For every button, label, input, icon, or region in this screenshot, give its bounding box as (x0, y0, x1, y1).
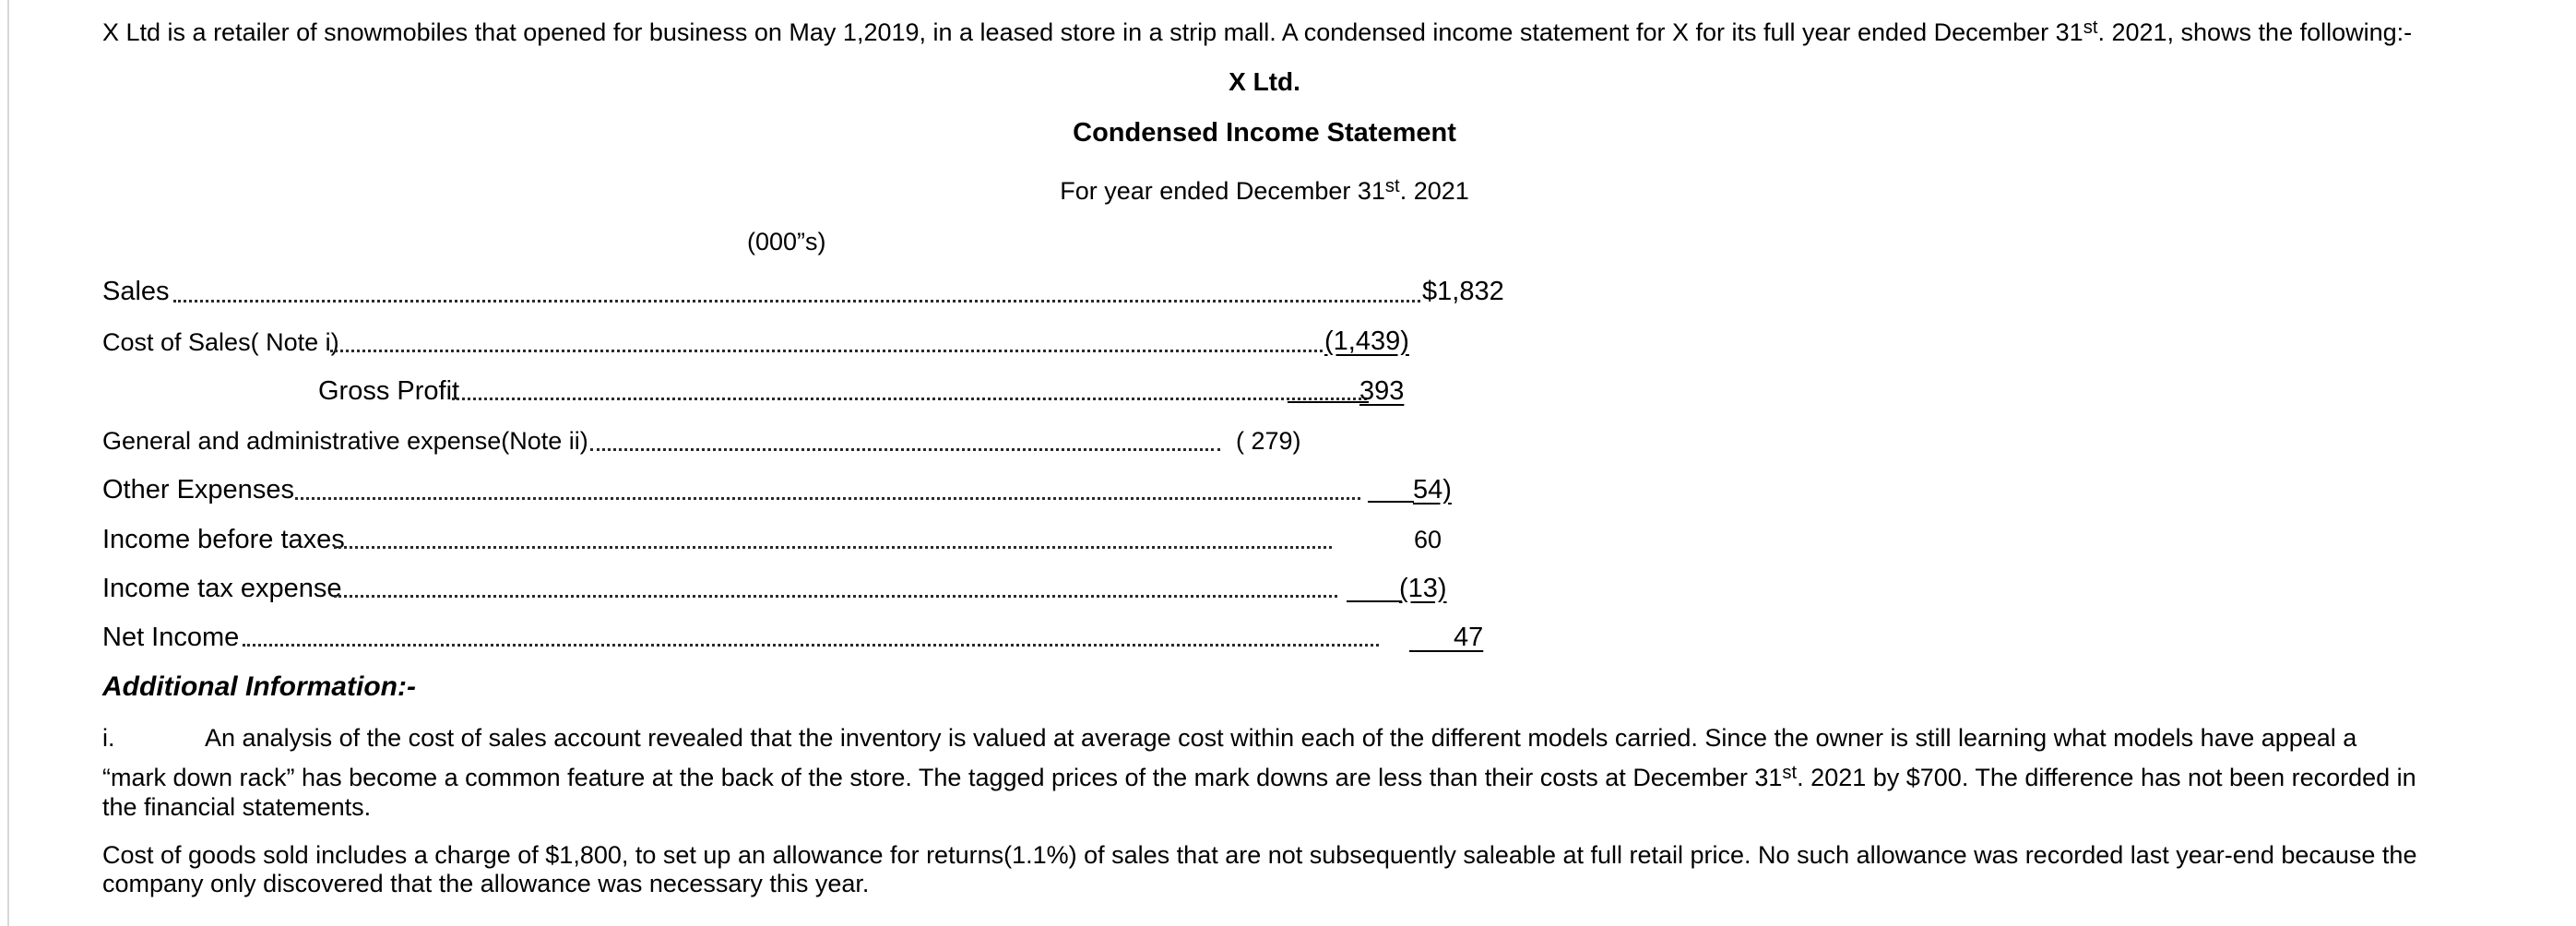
item-marker: i. (102, 724, 115, 752)
intro-text-end: . 2021, shows the following:- (2097, 18, 2413, 46)
underline-rule (1288, 401, 1369, 403)
cost-of-sales-amount: (1,439) (1324, 326, 1409, 356)
other-expenses-amount: 54) (1413, 475, 1452, 505)
underline-rule (1347, 600, 1402, 602)
dot-leader (295, 494, 1360, 500)
units-label: (000”s) (747, 228, 826, 255)
row-value-gross-profit (1359, 378, 1404, 405)
row-label-income-tax: Income tax expense (102, 574, 342, 603)
cogs-note-line-2: company only discovered that the allowance was necessary this year. (102, 870, 870, 897)
row-label-other-expenses: Other Expenses (102, 475, 294, 505)
net-income-amount: 47 (1454, 623, 1484, 652)
row-label-sales: Sales (102, 277, 170, 306)
gross-profit-amount: 393 (1359, 376, 1405, 406)
page-margin-line (7, 0, 9, 926)
row-label-income-before-taxes: Income before taxes (102, 525, 345, 554)
note-i-line-1: An analysis of the cost of sales account revealed that the inventory is valued at average cost within each of the different models carried. Since the owner is still learning what models have appeal a (205, 724, 2357, 752)
note-i-superscript: st (1782, 762, 1798, 783)
intro-text: X Ltd is a retailer of snowmobiles that opened for business on May 1,2019, in a leased store in a strip mall. A condensed income statement for X for its full year ended December 31 (102, 18, 2083, 46)
row-value-other-expenses (1413, 477, 1452, 504)
statement-title: Condensed Income Statement (1073, 118, 1456, 148)
dot-leader (452, 395, 1367, 400)
note-i-line-2-end: . 2021 by $700. The difference has not been recorded in (1797, 764, 2416, 791)
row-value-income-before-taxes: 60 (1414, 526, 1442, 553)
row-label-net-income: Net Income (102, 623, 240, 652)
row-label-cost-of-sales: Cost of Sales( Note i) (102, 328, 339, 356)
note-i-line-2-text: “mark down rack” has become a common feature at the back of the store. The tagged prices of the mark downs are less than their costs at December 31 (102, 764, 1783, 791)
note-i-line-2 (102, 762, 2416, 791)
additional-info-heading: Additional Information:- (102, 671, 416, 702)
income-tax-amount: (13) (1399, 574, 1447, 603)
dot-leader (590, 445, 1220, 451)
underline-rule (1368, 501, 1414, 503)
cogs-note-line-1: Cost of goods sold includes a charge of $1,800, to set up an allowance for returns(1.1%) of sales that are not subsequently saleable at full retail price. No such allowance was recorded last year-end because the (102, 841, 2417, 869)
period-year: . 2021 (1399, 177, 1469, 205)
row-value-general-admin: ( 279) (1236, 427, 1301, 455)
row-value-sales: $1,832 (1422, 277, 1504, 306)
row-value-net-income (1454, 624, 1483, 651)
dot-leader (330, 347, 1323, 352)
note-i-line-3: the financial statements. (102, 793, 372, 821)
dot-leader (334, 592, 1337, 598)
period-superscript: st (1384, 175, 1400, 196)
row-label-gross-profit: Gross Profit (318, 376, 460, 406)
dot-leader (243, 641, 1379, 647)
underline-rule (1409, 650, 1455, 652)
row-value-cost-of-sales (1324, 328, 1409, 355)
statement-period (988, 175, 1541, 205)
period-text: For year ended December 31 (1060, 177, 1385, 205)
dot-leader (173, 297, 1420, 303)
row-label-general-admin: General and administrative expense(Note ii) (102, 427, 588, 455)
intro-superscript: st (2083, 17, 2098, 38)
intro-paragraph (102, 17, 2413, 46)
dot-leader (334, 543, 1332, 549)
company-name: X Ltd. (1229, 67, 1300, 96)
row-value-income-tax (1399, 576, 1447, 602)
